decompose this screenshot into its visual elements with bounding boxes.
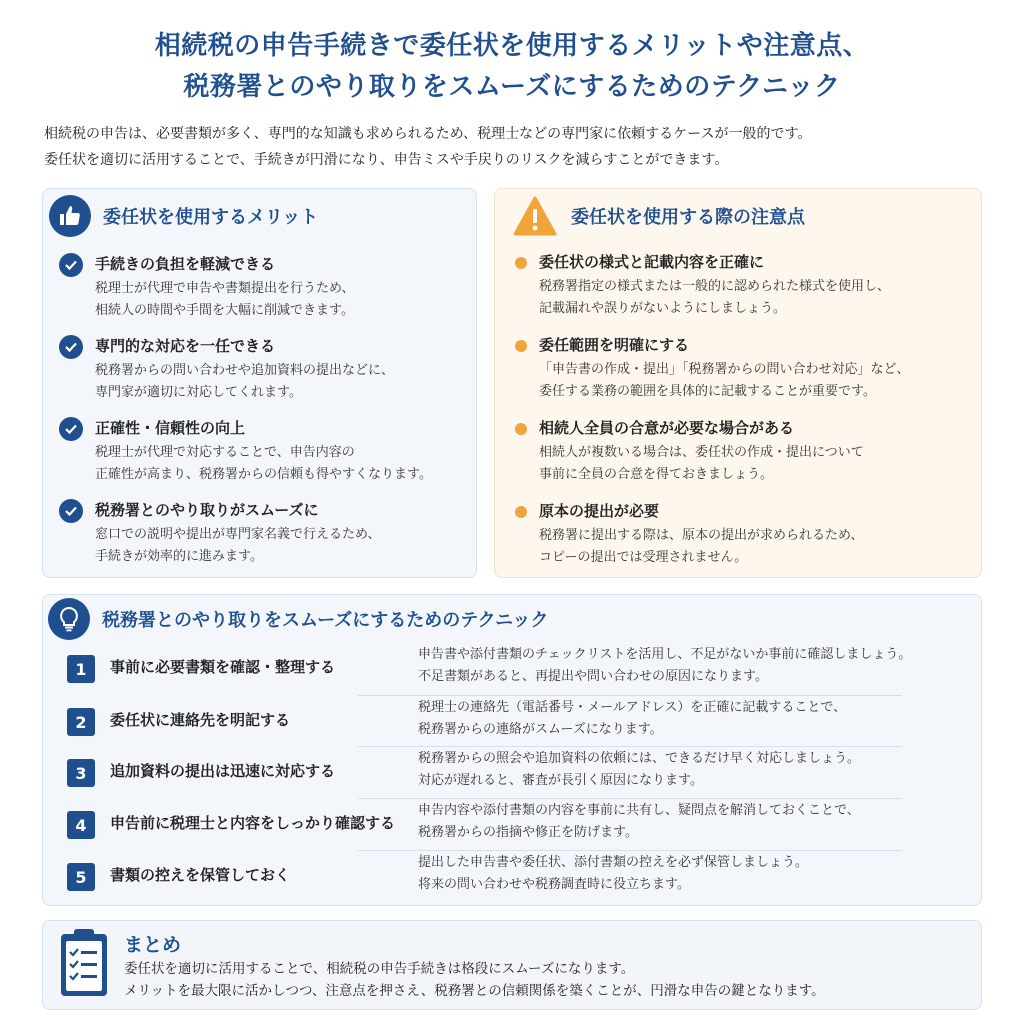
- bullet-dot: [515, 423, 527, 435]
- technique-description: 提出した申告書や委任状、添付書類の控えを必ず保管しましょう。 将来の問い合わせや税務調査時に役立ちます。: [418, 855, 809, 892]
- cautions-header: [513, 195, 805, 237]
- technique-title: 追加資料の提出は迅速に対応する: [110, 762, 336, 780]
- technique-title: 申告前に税理士と内容をしっかり確認する: [110, 814, 396, 832]
- merits-heading: 委任状を使用するメリット: [103, 207, 319, 228]
- techniques-heading: 税務署とのやり取りをスムーズにするためのテクニック: [102, 610, 549, 631]
- technique-description: 税理士の連絡先（電話番号・メールアドレス）を正確に記載することで、 税務署からの連絡がスムーズになります。: [418, 700, 847, 737]
- step-number: 2: [67, 708, 95, 736]
- summary-text: 委任状を適切に活用することで、相続税の申告手続きは格段にスムーズになります。 メリットを最大限に活かしつつ、注意点を押さえ、税務署との信頼関係を築くことが、円滑な申告の鍵となります。: [124, 961, 825, 999]
- caution-item: 委任状の様式と記載内容を正確に 税務署指定の様式または一般的に認められた様式を使用し、 記載漏れや誤りがないようにしましょう。: [539, 253, 891, 316]
- technique-description: 税務署からの照会や追加資料の依頼には、できるだけ早く対応しましょう。 対応が遅れると、審査が長引く原因になります。: [418, 751, 861, 788]
- title-line-1: 相続税の申告手続きで委任状を使用するメリットや注意点、: [154, 31, 870, 61]
- bullet-dot: [515, 257, 527, 269]
- technique-row: [60, 746, 962, 798]
- technique-row: [60, 798, 962, 850]
- page-title: [0, 26, 1024, 108]
- intro-line-2: 委任状を適切に活用することで、手続きが円滑になり、申告ミスや手戻りのリスクを減らすことができます。: [44, 152, 729, 168]
- technique-title: 委任状に連絡先を明記する: [110, 711, 291, 729]
- title-line-2: 税務署とのやり取りをスムーズにするためのテクニック: [183, 72, 841, 102]
- warning-icon: [513, 195, 557, 237]
- bullet-dot: [515, 340, 527, 352]
- merit-item: 税務署とのやり取りがスムーズに 窓口での説明や提出が専門家名義で行えるため、 手続きが効率的に進みます。: [95, 501, 381, 564]
- cautions-heading: 委任状を使用する際の注意点: [571, 207, 805, 228]
- check-icon: [59, 499, 83, 523]
- technique-row: [60, 642, 962, 694]
- intro-line-1: 相続税の申告は、必要書類が多く、専門的な知識も求められるため、税理士などの専門家に依頼するケースが一般的です。: [44, 126, 812, 142]
- technique-title: 書類の控えを保管しておく: [110, 866, 291, 884]
- intro-text: [44, 121, 994, 173]
- caution-item: 相続人全員の合意が必要な場合がある 相続人が複数いる場合は、委任状の作成・提出について 事前に全員の合意を得ておきましょう。: [539, 419, 864, 482]
- merits-panel: [42, 188, 477, 578]
- step-number: 1: [67, 655, 95, 683]
- merits-header: [49, 195, 318, 237]
- techniques-header: [48, 598, 548, 640]
- lightbulb-icon: [48, 598, 90, 640]
- cautions-panel: [494, 188, 982, 578]
- merit-item: 正確性・信頼性の向上 税理士が代理で対応することで、申告内容の 正確性が高まり、税務署からの信頼も得やすくなります。: [95, 419, 432, 482]
- bullet-dot: [515, 506, 527, 518]
- summary-heading: まとめ: [124, 934, 182, 956]
- thumbs-up-icon: [49, 195, 91, 237]
- step-number: 3: [67, 759, 95, 787]
- technique-description: 申告内容や添付書類の内容を事前に共有し、疑問点を解消しておくことで、 税務署からの指摘や修正を防げます。: [418, 803, 860, 840]
- technique-row: [60, 850, 962, 902]
- technique-description: 申告書や添付書類のチェックリストを活用し、不足がないか事前に確認しましょう。 不足書類があると、再提出や問い合わせの原因になります。: [418, 647, 912, 684]
- merit-item: 手続きの負担を軽減できる 税理士が代理で申告や書類提出を行うため、 相続人の時間や手間を大幅に削減できます。: [95, 255, 355, 318]
- caution-item: 原本の提出が必要 税務署に提出する際は、原本の提出が求められるため、 コピーの提出では受理されません。: [539, 502, 864, 565]
- caution-item: 委任範囲を明確にする 「申告書の作成・提出」「税務署からの問い合わせ対応」など、 委任する業務の範囲を具体的に記載することが重要です。: [539, 336, 910, 399]
- check-icon: [59, 335, 83, 359]
- technique-row: [60, 695, 962, 747]
- check-icon: [59, 417, 83, 441]
- merit-item: 専門的な対応を一任できる 税務署からの問い合わせや追加資料の提出などに、 専門家が適切に対応してくれます。: [95, 337, 395, 400]
- step-number: 4: [67, 811, 95, 839]
- step-number: 5: [67, 863, 95, 891]
- technique-title: 事前に必要書類を確認・整理する: [110, 658, 336, 676]
- clipboard-checklist-icon: [58, 926, 110, 1000]
- check-icon: [59, 253, 83, 277]
